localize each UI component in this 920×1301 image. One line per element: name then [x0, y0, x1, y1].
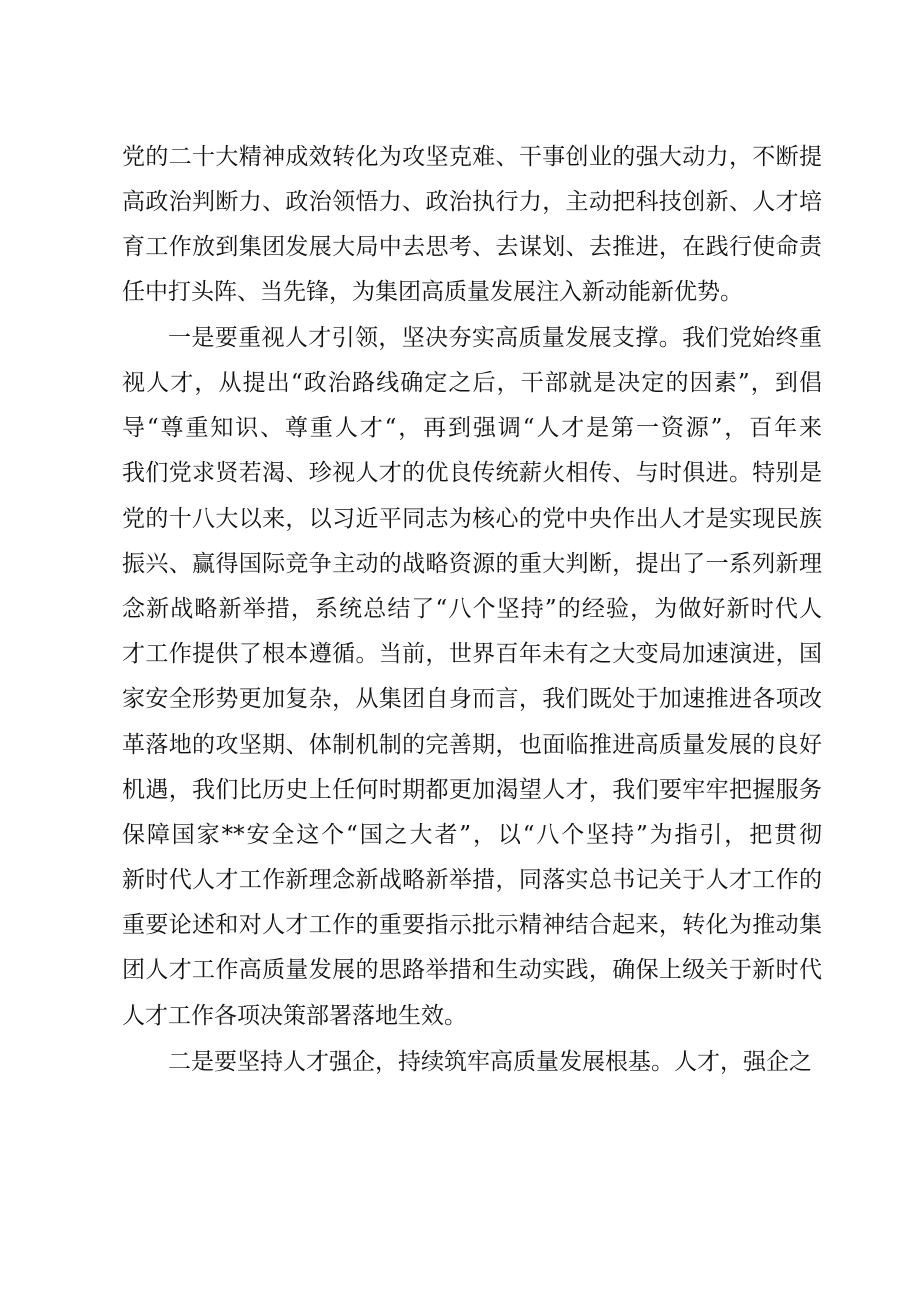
text-line: 念新战略新举措，系统总结了“八个坚持”的经验，为做好新时代人 — [122, 596, 822, 622]
text-line: 团人才工作高质量发展的思路举措和生动实践，确保上级关于新时代 — [122, 957, 822, 983]
text-line: 重要论述和对人才工作的重要指示批示精神结合起来，转化为推动集 — [122, 912, 822, 938]
text-line: 人才工作各项决策部署落地生效。 — [122, 1003, 467, 1029]
text-line: 高政治判断力、政治领悟力、政治执行力，主动把科技创新、人才培 — [122, 189, 822, 215]
text-line: 机遇，我们比历史上任何时期都更加渴望人才，我们要牢牢把握服务 — [122, 777, 822, 803]
text-line: 新时代人才工作新理念新战略新举措，同落实总书记关于人才工作的 — [122, 867, 822, 893]
text-line: 党的二十大精神成效转化为攻坚克难、干事创业的强大动力，不断提 — [122, 144, 822, 170]
text-line: 党的十八大以来，以习近平同志为核心的党中央作出人才是实现民族 — [122, 506, 822, 532]
text-line: 任中打头阵、当先锋，为集团高质量发展注入新动能新优势。 — [122, 279, 743, 305]
text-line: 视人才，从提出“政治路线确定之后，干部就是决定的因素”，到倡 — [122, 370, 822, 396]
text-line: 才工作提供了根本遵循。当前，世界百年未有之大变局加速演进，国 — [122, 641, 822, 667]
text-line: 振兴、赢得国际竞争主动的战略资源的重大判断，提出了一系列新理 — [122, 551, 822, 577]
text-line: 我们党求贤若渴、珍视人才的优良传统薪火相传、与时俱进。特别是 — [122, 460, 822, 486]
text-line: 育工作放到集团发展大局中去思考、去谋划、去推进，在践行使命责 — [122, 234, 822, 260]
text-line: 革落地的攻坚期、体制机制的完善期，也面临推进高质量发展的良好 — [122, 732, 822, 758]
text-line: 保障国家**安全这个“国之大者”，以“八个坚持”为指引，把贯彻 — [122, 822, 822, 848]
paragraph-first-line: 一是要重视人才引领，坚决夯实高质量发展支撑。我们党始终重 — [168, 325, 822, 351]
paragraph-first-line: 二是要坚持人才强企，持续筑牢高质量发展根基。人才，强企之 — [168, 1049, 812, 1075]
text-line: 家安全形势更加复杂，从集团自身而言，我们既处于加速推进各项改 — [122, 686, 822, 712]
text-line: 导“尊重知识、尊重人才“，再到强调“人才是第一资源”，百年来 — [122, 415, 822, 441]
